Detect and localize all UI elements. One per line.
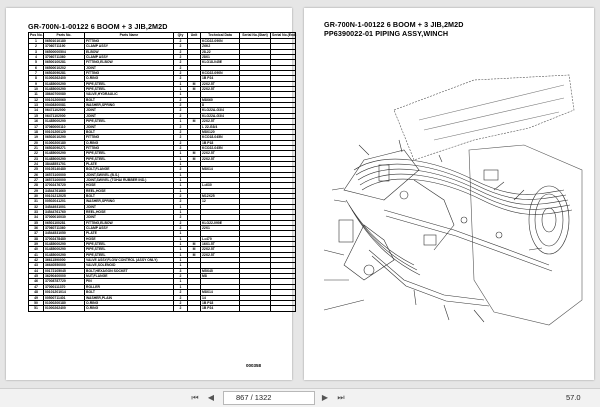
table-cell: 29 [29, 188, 44, 193]
table-cell: BOLT [85, 129, 174, 134]
table-cell: 37060711190 [44, 44, 85, 49]
table-cell: 31 [29, 199, 44, 204]
table-cell: 00101200060 [44, 97, 85, 102]
table-cell: 1 [174, 172, 188, 177]
table-cell: M [188, 119, 201, 124]
column-header: Parts No. [44, 33, 85, 39]
table-cell: 01485000290 [44, 151, 85, 156]
table-cell: 06500010202 [44, 65, 85, 70]
column-header: Pos No. [30, 33, 43, 38]
table-cell: 39 [29, 242, 44, 247]
table-cell: 15 [29, 113, 44, 118]
table-cell: FITTING [85, 145, 174, 150]
table-cell: 06502090281 [44, 71, 85, 76]
table-cell: 33 [29, 210, 44, 215]
table-cell: JOINT [85, 108, 174, 113]
table-cell: 16 [29, 119, 44, 124]
column-header: Serial No.(End) [272, 33, 297, 38]
table-cell: JOINT [85, 204, 174, 209]
table-cell: 44 [29, 268, 44, 273]
table-cell: 06502090271 [44, 145, 85, 150]
table-cell: 37000010030 [44, 215, 85, 220]
table-cell: 37002476720 [44, 183, 85, 188]
last-page-icon[interactable]: ⏭ [337, 393, 345, 402]
table-cell: BOLT [85, 97, 174, 102]
page-title: GR-700N-1-00122 6 BOOM + 3 JIB,2M2D [28, 22, 168, 31]
table-cell: 28-22 [201, 49, 240, 54]
table-cell: 2 [174, 193, 188, 198]
table-cell: 2 [174, 113, 188, 118]
table-cell: KLO22A-G3/4 [201, 113, 240, 118]
table-cell: FITTING [85, 39, 174, 44]
table-cell: 06471102000 [44, 108, 85, 113]
table-cell: HOSE [85, 183, 174, 188]
table-cell: 11 [29, 92, 44, 97]
table-cell: M5X45 [201, 268, 240, 273]
table-cell: 2 [174, 108, 188, 113]
table-cell: O-RING [85, 140, 174, 145]
table-cell: 3 [29, 49, 44, 54]
document-number: 000358 [246, 363, 262, 368]
table-cell: PIPE,STEEL [85, 252, 174, 257]
pdf-page-left [6, 8, 297, 380]
table-cell: WASHER,PLAIN [85, 295, 174, 300]
table-cell: 27 [29, 177, 44, 182]
table-cell: 38448551701 [44, 161, 85, 166]
table-cell: 01000262400 [44, 76, 85, 81]
table-cell: VALVE ASSY,FLOW CONTROL (ASSY ONLY) [85, 258, 174, 263]
column-header: Technical Data [201, 33, 240, 39]
table-cell: 22X2.5T [201, 151, 240, 156]
column-header: Unit [188, 33, 201, 39]
table-cell: JOINT [85, 124, 174, 129]
table-cell: 14 [29, 108, 44, 113]
table-cell: 2 [174, 103, 188, 108]
table-cell: 16X1.5T [201, 242, 240, 247]
table-cell: 2 [174, 274, 188, 279]
table-cell: M8X60 [201, 97, 240, 102]
table-cell: PIPE,STEEL [85, 119, 174, 124]
table-cell: 06501010180 [44, 39, 85, 44]
table-cell: 2 [174, 145, 188, 150]
table-cell: 21 [29, 145, 44, 150]
table-cell: FITTING [85, 135, 174, 140]
table-cell: VALVE,HYDRAULIC [85, 92, 174, 97]
table-cell: 43 [29, 263, 44, 268]
table-cell: 14 [201, 295, 240, 300]
table-cell: 47 [29, 284, 44, 289]
table-cell: 1 [174, 156, 188, 161]
table-cell: 1 [174, 177, 188, 182]
parts-table-body [29, 39, 296, 312]
table-cell: JOINT [85, 215, 174, 220]
page-title: GR-700N-1-00122 6 BOOM + 3 JIB,2M2D [324, 20, 464, 29]
table-cell: JOINT [85, 65, 174, 70]
table-cell: O-RING [85, 306, 174, 311]
zoom-level[interactable]: 57.0 [566, 393, 581, 402]
table-cell: 1 [174, 242, 188, 247]
table-cell: 6 [29, 65, 44, 70]
table-cell: 00101201014 [44, 290, 85, 295]
table-cell: 40 [29, 247, 44, 252]
table-cell: JOINT,SWIVEL (B.S.) [85, 172, 174, 177]
table-cell: 34 [29, 215, 44, 220]
table-cell: 3 [174, 268, 188, 273]
table-cell: 12 [201, 199, 240, 204]
table-cell: 22X2.5T [201, 119, 240, 124]
viewer-toolbar [0, 388, 600, 407]
table-cell: PIPE,STEEL [85, 247, 174, 252]
table-cell: 1 [174, 284, 188, 289]
table-cell: REEL,HOSE [85, 210, 174, 215]
table-cell: 7 [29, 71, 44, 76]
table-cell: ROLLER [85, 284, 174, 289]
table-cell: 2 [174, 124, 188, 129]
table-cell: 22X2.5T [201, 252, 240, 257]
table-cell: 45 [29, 274, 44, 279]
table-cell: KCO18-045N [201, 135, 240, 140]
table-cell: 8 [29, 76, 44, 81]
diagram-title: PP6390022-01 PIPING ASSY,WINCH [324, 29, 449, 38]
table-cell: KLO22A-G3/4 [201, 108, 240, 113]
table-cell: CLAMP ASSY [85, 44, 174, 49]
table-cell: 1B P18 [201, 140, 240, 145]
table-cell: 1 [174, 210, 188, 215]
table-cell: 37000111370 [44, 284, 85, 289]
table-cell: 36290400000 [44, 274, 85, 279]
table-cell: 2 [174, 49, 188, 54]
table-cell: 2 [174, 306, 188, 311]
table-cell: 01485000290 [44, 81, 85, 86]
table-cell: 2 [174, 295, 188, 300]
table-cell: PIPE,STEEL [85, 81, 174, 86]
table-cell: 23 [29, 156, 44, 161]
table-cell: 2 [174, 199, 188, 204]
table-cell: ELBOW [85, 49, 174, 54]
table-cell: PIN [85, 279, 174, 284]
table-cell: PIPE,STEEL [85, 242, 174, 247]
table-cell: 50 [29, 300, 44, 305]
page-number-value: 867 / 1322 [236, 393, 272, 402]
table-cell: 2 [174, 55, 188, 60]
table-cell: 01485000290 [44, 119, 85, 124]
table-cell: 2 [174, 71, 188, 76]
table-cell: 1 [174, 279, 188, 284]
table-cell: 46 [29, 279, 44, 284]
table-cell: 36640550000 [44, 263, 85, 268]
table-cell: 28X1 [201, 55, 240, 60]
table-cell: WASHER,SPRING [85, 103, 174, 108]
table-cell: PIPE,STEEL [85, 87, 174, 92]
table-cell: 38 [29, 236, 44, 241]
table-cell: 1 [174, 161, 188, 166]
table-cell: 2 [174, 39, 188, 44]
table-cell: 5 [29, 60, 44, 65]
table-cell: Z6K2 [201, 44, 240, 49]
table-cell: KCO22-045N [201, 145, 240, 150]
table-cell: 4 [29, 55, 44, 60]
table-cell: FITTING,ELBOW [85, 60, 174, 65]
piping-diagram [324, 50, 586, 350]
table-cell: O-RING [85, 76, 174, 81]
table-cell: BOLT,FLANGE [85, 167, 174, 172]
table-cell: 22X2.5T [201, 156, 240, 161]
column-header: Serial No.(Start) [240, 33, 271, 39]
table-cell: FITTING,ELBOW [85, 220, 174, 225]
table-cell: 01485000290 [44, 242, 85, 247]
table-cell: REEL,HOSE [85, 188, 174, 193]
table-cell: KCO22-090N [201, 39, 240, 44]
table-cell: BOLT [85, 290, 174, 295]
table-cell: 2 [174, 220, 188, 225]
previous-page-icon[interactable]: ◀ [207, 393, 215, 402]
table-cell: 10 [29, 87, 44, 92]
table-cell: 37 [29, 231, 44, 236]
table-cell: M8X14 [201, 167, 240, 172]
table-cell: 1 [174, 231, 188, 236]
table-cell: 22 [29, 151, 44, 156]
table-cell: 1 [174, 188, 188, 193]
table-cell: 01485000290 [44, 156, 85, 161]
table-cell: HOSE [85, 236, 174, 241]
table-cell: 00502041201 [44, 199, 85, 204]
table-cell: 37060000110 [44, 124, 85, 129]
table-cell: 2 [174, 215, 188, 220]
table-cell: PLATE [85, 161, 174, 166]
table-cell: M [188, 242, 201, 247]
table-cell: M [188, 252, 201, 257]
table-cell: 34544761760 [44, 210, 85, 215]
table-cell: KLO18-045E [201, 60, 240, 65]
table-cell: M12X25 [201, 193, 240, 198]
table-cell: 1 [174, 151, 188, 156]
table-cell: WASHER,SPRING [85, 199, 174, 204]
table-cell: 13 [29, 103, 44, 108]
table-cell: FITTING [85, 71, 174, 76]
table-cell: 01485000290 [44, 252, 85, 257]
table-cell: L=470 [201, 236, 240, 241]
table-cell: 00101212025 [44, 193, 85, 198]
first-page-icon[interactable]: ⏮ [191, 393, 199, 402]
table-cell: M [188, 87, 201, 92]
table-row [29, 306, 296, 311]
table-cell: L 22-G3/4 [201, 124, 240, 129]
table-cell: 28 [29, 183, 44, 188]
table-cell: M8 [201, 274, 240, 279]
table-cell: 17 [29, 124, 44, 129]
table-cell: 38640700080 [44, 92, 85, 97]
table-cell: 1 [174, 236, 188, 241]
table-cell: KLO22-090E [201, 220, 240, 225]
table-cell: 1 [174, 87, 188, 92]
table-cell: 2 [174, 60, 188, 65]
table-cell: 26 [29, 172, 44, 177]
page-number-input[interactable] [223, 391, 315, 405]
table-cell: 49 [29, 295, 44, 300]
table-cell: BOLT [85, 193, 174, 198]
table-cell: 30 [29, 193, 44, 198]
table-cell: 1 [174, 263, 188, 268]
table-cell: CLAMP ASSY [85, 55, 174, 60]
column-header: Parts Name [85, 33, 174, 39]
table-cell: 01000200180 [44, 140, 85, 145]
table-cell: 2 [174, 97, 188, 102]
table-cell: 2 [174, 140, 188, 145]
table-cell: 1 [174, 258, 188, 263]
table-cell: L=630 [201, 183, 240, 188]
table-cell: 1 [174, 81, 188, 86]
table-cell: 2 [29, 44, 44, 49]
table-cell: 06502010290 [44, 135, 85, 140]
table-cell: 01485000290 [44, 87, 85, 92]
table-cell: 01485000290 [44, 247, 85, 252]
table-cell: 19 [29, 135, 44, 140]
table-cell: 1B P18 [201, 300, 240, 305]
table-cell: 2 [174, 300, 188, 305]
table-cell: 36 [29, 226, 44, 231]
table-cell: 8 [201, 103, 240, 108]
table-cell: 51 [29, 306, 44, 311]
table-cell: 01000262400 [44, 306, 85, 311]
next-page-icon[interactable]: ▶ [321, 393, 329, 402]
table-cell: 48 [29, 290, 44, 295]
table-cell: 37008787720 [44, 279, 85, 284]
table-cell: 25 [29, 167, 44, 172]
table-cell: 00500711401 [44, 295, 85, 300]
table-cell: M [188, 81, 201, 86]
pdf-page-right [304, 8, 594, 380]
column-header: Qty [174, 33, 188, 39]
table-cell: 36573100000 [44, 172, 85, 177]
table-cell: 1 [174, 247, 188, 252]
table-cell: 06501100281 [44, 220, 85, 225]
table-cell: 37060711360 [44, 55, 85, 60]
table-cell: 00101200120 [44, 129, 85, 134]
table-cell: M [188, 156, 201, 161]
table-cell: 01000200180 [44, 300, 85, 305]
table-cell: 34544931001 [44, 204, 85, 209]
table-cell: 22X2.5T [201, 87, 240, 92]
table-cell: 22X2.5T [201, 247, 240, 252]
table-cell: 1 [174, 204, 188, 209]
table-cell: 24 [29, 161, 44, 166]
table-cell: 9 [29, 81, 44, 86]
table-cell: VALVE,SOLENOID [85, 263, 174, 268]
table-cell: 2 [174, 290, 188, 295]
table-cell: 1 [174, 252, 188, 257]
table-cell: 1 [29, 39, 44, 44]
table-cell: 22X1 [201, 226, 240, 231]
table-cell: 2 [174, 76, 188, 81]
table-cell: PIPE,STEEL [85, 156, 174, 161]
table-cell: KCO22-090N [201, 71, 240, 76]
table-cell: 34544531050 [44, 231, 85, 236]
table-cell: 42 [29, 258, 44, 263]
table-cell: 1B P24 [201, 76, 240, 81]
table-cell: 2 [174, 129, 188, 134]
table-cell: 1 [174, 92, 188, 97]
table-cell: 37060711360 [44, 226, 85, 231]
table-cell [271, 306, 296, 311]
table-cell: 34544761660 [44, 188, 85, 193]
table-cell: 36573100000 [44, 177, 85, 182]
table-cell: JOINT [85, 113, 174, 118]
table-cell: 00105140480 [44, 167, 85, 172]
parts-table [28, 32, 296, 312]
table-cell: PLATE [85, 231, 174, 236]
table-cell: CLAMP ASSY [85, 226, 174, 231]
table-cell: 2 [174, 226, 188, 231]
table-cell: 2 [174, 44, 188, 49]
table-cell: PIPE,STEEL [85, 151, 174, 156]
table-cell: 2 [174, 135, 188, 140]
table-cell: NUT,FLANGE [85, 274, 174, 279]
table-cell: 22X2.5T [201, 81, 240, 86]
table-cell: 00408300081 [44, 103, 85, 108]
table-cell: O-RING [85, 300, 174, 305]
table-cell: 06500000504 [44, 49, 85, 54]
table-cell: M8X120 [201, 129, 240, 134]
table-cell: M [188, 151, 201, 156]
table-cell: M [188, 247, 201, 252]
table-cell: 2 [174, 167, 188, 172]
table-cell: JOINT,SWIVEL (TOHAI RUBBER IND.) [85, 177, 174, 182]
table-cell: 06500100281 [44, 60, 85, 65]
table-cell: 41 [29, 252, 44, 257]
table-cell: 1B P24 [201, 306, 240, 311]
table-cell: 35 [29, 220, 44, 225]
table-cell: 36611590000 [44, 258, 85, 263]
table-cell: 20 [29, 140, 44, 145]
table-cell: 00172105045 [44, 268, 85, 273]
table-cell [240, 306, 271, 311]
table-cell: 1 [174, 119, 188, 124]
table-cell: 06471102000 [44, 113, 85, 118]
table-cell: 37002478480 [44, 236, 85, 241]
table-cell: 12 [29, 97, 44, 102]
table-cell: M8X14 [201, 290, 240, 295]
table-cell: BOLT,HEXAGON SOCKET [85, 268, 174, 273]
table-cell [188, 306, 201, 311]
table-cell: 32 [29, 204, 44, 209]
table-cell: 1 [174, 183, 188, 188]
table-cell: 18 [29, 129, 44, 134]
table-cell: 2 [174, 65, 188, 70]
